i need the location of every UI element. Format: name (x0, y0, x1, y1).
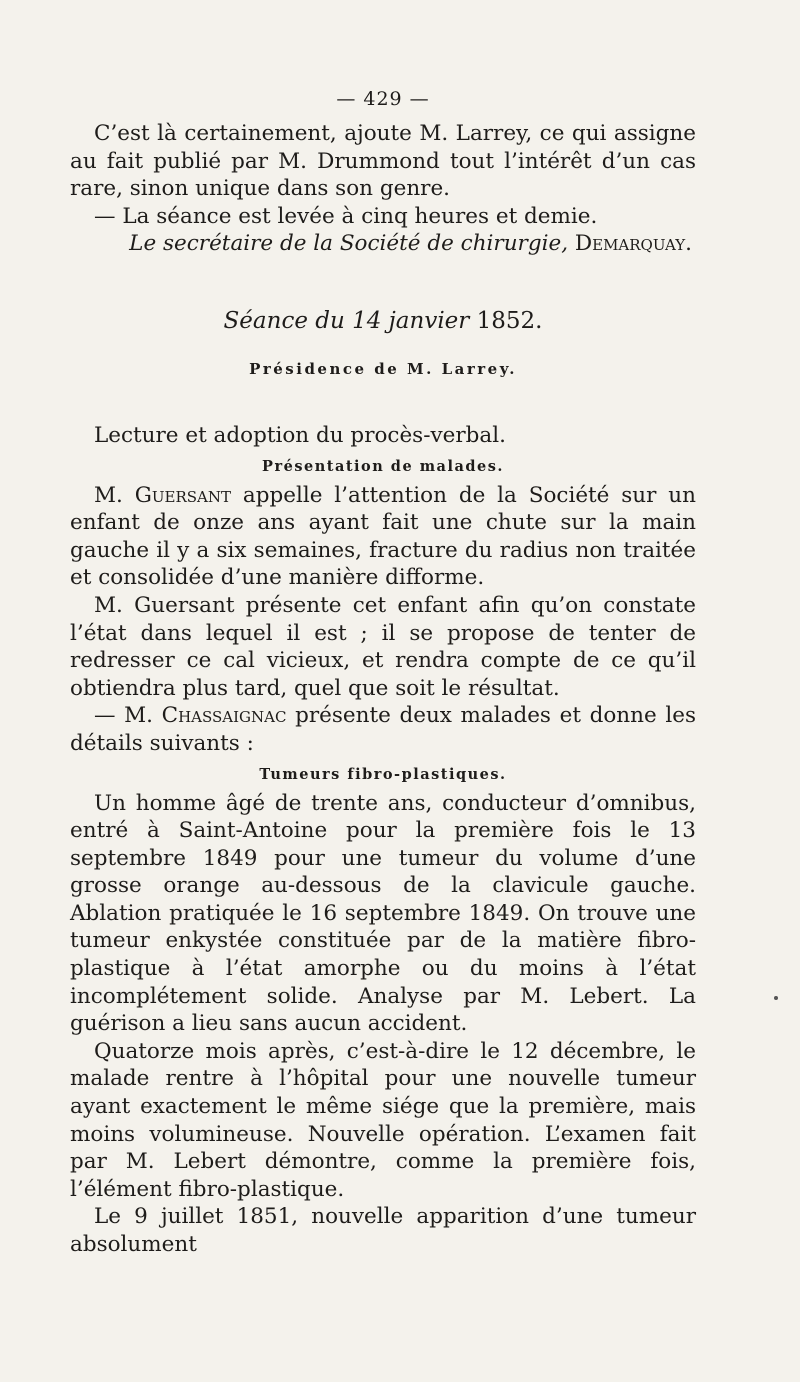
secretary-signature (70, 230, 692, 258)
signature-title: Le secrétaire de la Société de chirurgie, (129, 231, 569, 257)
author-name-chassaignac: Chassaignac (161, 703, 287, 729)
ink-speck (774, 996, 778, 1000)
paragraph-minutes: Lecture et adoption du procès-verbal. (94, 422, 506, 448)
paragraph-case-second-tumor: Quatorze mois après, c’est-à-dire le 12 décembre, le malade rentre à l’hôpital pour une nouvelle tumeur ayant exactement le même siége que la première, mais moins volumineuse. Nouvelle opération. L’examen fait par M. Lebert démontre, comme la première fois, l’élément fibro-plastique. (70, 1038, 696, 1202)
presidency-heading: Présidence de M. Larrey. (249, 359, 517, 378)
spacer (70, 382, 696, 422)
section-heading-patients: Présentation de malades. (262, 457, 504, 475)
paragraph-larrey-remark: C’est là certainement, ajoute M. Larrey, ce qui assigne au fait publié par M. Drummond tout l’intérêt d’un cas rare, sinon unique dans son genre. (70, 121, 696, 202)
paragraph-case-first-tumor: Un homme âgé de trente ans, conducteur d’omnibus, entré à Saint-Antoine pour la première fois le 13 septembre 1849 pour une tumeur du volume d’une grosse orange au-dessous de la clavicule gauche. Ablation pratiquée le 16 septembre 1849. On trouve une tumeur enkystée constituée par de la matière fibro-plastique à l’état amorphe ou du moins à l’état incomplétement solide. Analyse par M. Lebert. La guérison a lieu sans aucun accident. (70, 790, 696, 1037)
page-number: — 429 — (336, 88, 430, 110)
section-heading-tumors: Tumeurs fibro-plastiques. (259, 765, 507, 783)
paragraph-case-third-tumor: Le 9 juillet 1851, nouvelle apparition d’une tumeur absolument (70, 1204, 696, 1257)
session-date: Séance du 14 janvier (223, 307, 470, 334)
paragraph-prefix: — M. (94, 703, 153, 729)
paragraph-guersant-case (70, 482, 696, 592)
paragraph-guersant-presentation: M. Guersant présente cet enfant afin qu’on constate l’état dans lequel il est ; il se propose de tenter de redresser ce cal vicieux, et rendra compte de ce qu’il obtiendra plus tard, quel que soit le résultat. (70, 592, 696, 701)
paragraph-session-closed: — La séance est levée à cinq heures et demie. (94, 203, 598, 229)
paragraph-body: présente deux malades et donne les détails suivants : (70, 703, 696, 756)
paragraph-chassaignac-intro (70, 702, 696, 757)
signature-name: Demarquay. (574, 231, 692, 257)
author-name-guersant: Guersant (134, 482, 232, 508)
session-heading (70, 306, 696, 336)
paragraph-body: appelle l’attention de la Société sur un enfant de onze ans ayant fait une chute sur la main gauche il y a six semaines, fracture du radius non traitée et consolidée d’une manière difforme. (70, 482, 696, 591)
paragraph-prefix: M. (94, 482, 123, 508)
session-year: 1852. (476, 307, 543, 334)
